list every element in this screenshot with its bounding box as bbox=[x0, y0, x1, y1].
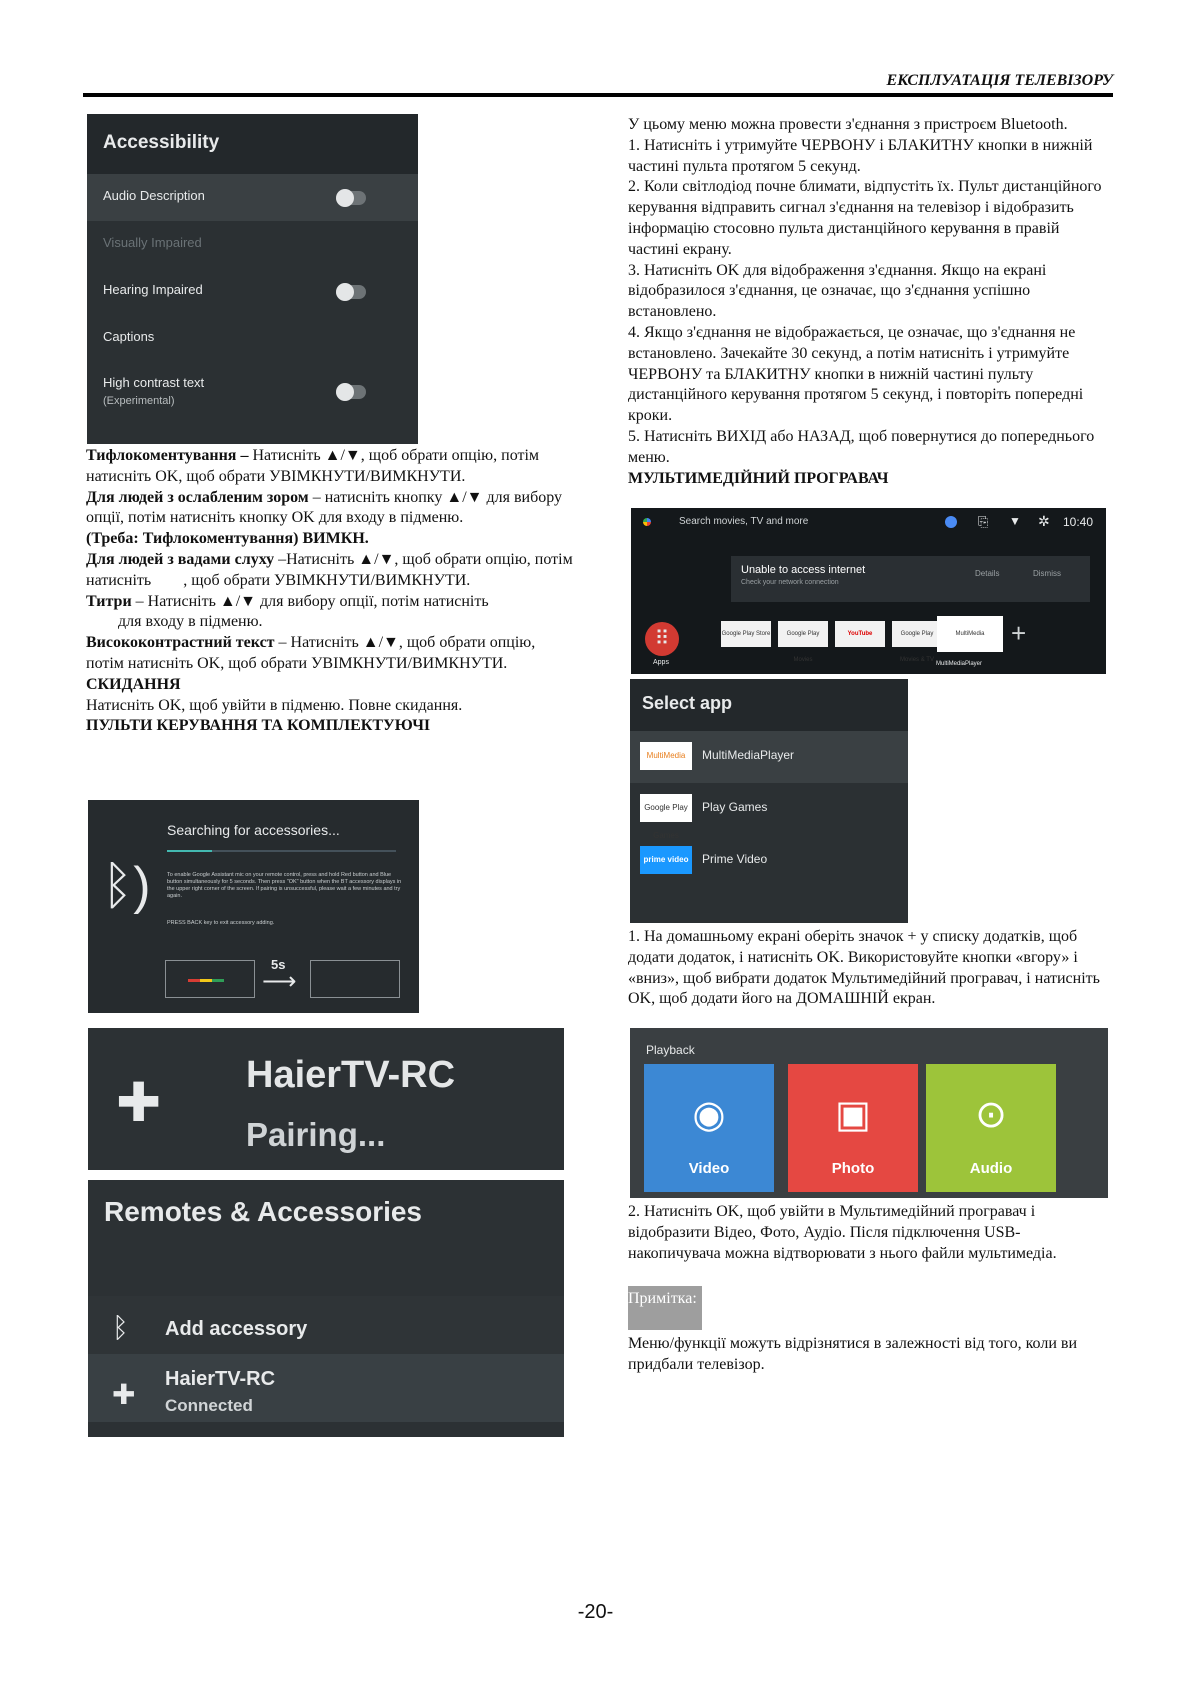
timer-label: 5s bbox=[271, 957, 286, 972]
gamepad-icon: ✚ bbox=[116, 1073, 162, 1133]
multimedia-label: MultiMediaPlayer bbox=[936, 661, 983, 667]
bluetooth-icon: ᛒ) bbox=[102, 857, 151, 915]
reset-text: Натисніть OK, щоб увійти в підменю. Повне скидання. bbox=[86, 696, 463, 714]
youtube-tile[interactable]: YouTube bbox=[835, 621, 885, 647]
bluetooth-icon: ᛒ bbox=[112, 1312, 129, 1343]
remote-name: HaierTV-RC bbox=[246, 1054, 456, 1096]
multimedia-player-item[interactable]: MultiMedia MultiMediaPlayer bbox=[630, 731, 908, 783]
input-source-icon[interactable]: ⎘ bbox=[978, 514, 989, 529]
note-text: Меню/функції можуть відрізнятися в залежності від того, коли ви придбали телевізор. bbox=[628, 1335, 1078, 1373]
remotes-accessories-screen bbox=[88, 1180, 564, 1437]
photo-tile[interactable]: ▣ Photo bbox=[788, 1064, 918, 1192]
gear-icon[interactable]: ✲ bbox=[1038, 513, 1050, 529]
play-store-tile[interactable]: Google Play Store bbox=[721, 621, 771, 647]
prime-video-item[interactable]: prime video Prime Video bbox=[630, 835, 908, 887]
remote-buttons-icon bbox=[188, 979, 224, 982]
info-icon[interactable] bbox=[945, 516, 957, 528]
notification-card[interactable]: Unable to access internet Check your network connection Details Dismiss bbox=[731, 556, 1090, 602]
visually-impaired-item[interactable]: Visually Impaired bbox=[103, 235, 202, 250]
accessibility-screen bbox=[87, 114, 418, 444]
video-icon: ◉ bbox=[692, 1094, 726, 1136]
page-header: ЕКСПЛУАТАЦІЯ ТЕЛЕВІЗОРУ bbox=[886, 72, 1113, 89]
select-app-screen bbox=[630, 679, 908, 923]
high-contrast-heading: Висококонтрастний текст bbox=[86, 634, 275, 652]
play-movies-tile[interactable]: Google Play Movies bbox=[778, 621, 828, 647]
high-contrast-item[interactable]: High contrast text (Experimental) bbox=[87, 362, 418, 422]
photo-icon: ▣ bbox=[835, 1094, 871, 1136]
captions-heading: Титри bbox=[86, 592, 132, 610]
captions-item[interactable]: Captions bbox=[103, 329, 155, 344]
select-app-title: Select app bbox=[630, 679, 908, 731]
remotes-title: Remotes & Accessories bbox=[104, 1196, 423, 1227]
google-assistant-icon bbox=[643, 518, 651, 526]
pairing-instructions: To enable Google Assistant mic on your remote control, press and hold Red button and Blue button simultaneously for 5 seconds. Then press "OK" button when the BT accessory displays in the upper right corner of the screen. If pairing is unsuccessful, please wait a few minutes and try again. bbox=[167, 872, 402, 899]
haier-remote-item[interactable]: ✚ HaierTV-RC Connected bbox=[88, 1354, 564, 1422]
audio-tile[interactable]: ⊙ Audio bbox=[926, 1064, 1056, 1192]
multimedia-tile[interactable]: MultiMedia bbox=[937, 616, 1003, 652]
reset-heading: СКИДАННЯ bbox=[86, 675, 181, 693]
left-text-column: Тифлокоментування – Натисніть ▲/▼, щоб обрати опцію, потім натисніть OK, щоб обрати УВІМКНУТИ/ВИМКНУТИ. Для людей з ослабленим зором – натисніть кнопку ▲/▼ для вибору опції, потім натисніть кнопку OK для входу в підменю. (Треба: Тифлокоментування) ВИМКН. Для людей з вадами слуху –Натисніть ▲/▼, щоб обрати опцію, потім натисніть , щоб обрати УВІМКНУТИ/ВИМКНУТИ. Титри – Натисніть ▲/▼ для вибору опції, потім натисніть для входу в підменю. Висококонтрастний текст – Натисніть ▲/▼, щоб обрати опцію, потім натисніть OK, щоб обрати УВІМКНУТИ/ВИМКНУТИ. СКИДАННЯ Натисніть OK, щоб увійти в підменю. Повне скидання. ПУЛЬТИ КЕРУВАННЯ ТА КОМПЛЕКТУЮЧІ bbox=[86, 446, 576, 737]
page-number: -20- bbox=[577, 1601, 614, 1623]
multimedia-heading: МУЛЬТИМЕДІЙНИЙ ПРОГРАВАЧ bbox=[628, 469, 889, 487]
search-hint[interactable]: Search movies, TV and more bbox=[679, 516, 809, 527]
gamepad-icon: ✚ bbox=[112, 1379, 136, 1410]
remote-ok-illustration bbox=[310, 960, 400, 998]
video-tile[interactable]: ◉ Video bbox=[644, 1064, 774, 1192]
search-progress-bar bbox=[167, 850, 396, 852]
details-button[interactable]: Details bbox=[975, 569, 1000, 578]
hearing-impaired-toggle[interactable] bbox=[336, 285, 366, 299]
header-rule bbox=[83, 93, 1113, 97]
pairing-status: Pairing... bbox=[246, 1116, 386, 1153]
add-accessory-item[interactable]: ᛒ Add accessory bbox=[88, 1296, 564, 1364]
visually-impaired-heading: Для людей з ослабленим зором bbox=[86, 488, 309, 506]
remotes-heading: ПУЛЬТИ КЕРУВАННЯ ТА КОМПЛЕКТУЮЧІ bbox=[86, 717, 431, 735]
hearing-impaired-heading: Для людей з вадами слуху bbox=[86, 550, 275, 568]
back-hint: PRESS BACK key to exit accessory adding. bbox=[167, 920, 275, 926]
movies-tv-tile[interactable]: Google Play Movies & TV bbox=[892, 621, 942, 647]
arrow-right-icon: ⟶ bbox=[262, 968, 297, 995]
home-screen bbox=[631, 508, 1106, 674]
accessibility-title: Accessibility bbox=[87, 114, 418, 174]
wifi-icon[interactable]: ▼ bbox=[1009, 514, 1021, 528]
note-label: Примітка: bbox=[628, 1286, 702, 1330]
play-games-item[interactable]: Google Play Games Play Games bbox=[630, 783, 908, 835]
dismiss-button[interactable]: Dismiss bbox=[1033, 569, 1061, 578]
high-contrast-toggle[interactable] bbox=[336, 385, 366, 399]
playback-title: Playback bbox=[646, 1043, 695, 1057]
clock: 10:40 bbox=[1063, 515, 1094, 529]
audio-description-toggle[interactable] bbox=[336, 191, 366, 205]
audio-description-item[interactable]: Audio Description bbox=[87, 174, 418, 221]
multimedia-step-1: 1. На домашньому екрані оберіть значок + у списку додатків, щоб додати додаток, і натисніть OK. Використовуйте кнопки «вгору» і «вниз», щоб вибрати додаток Мультимедійний програвач, і натисніть OK, щоб додати його на ДОМАШНІЙ екран. bbox=[628, 928, 1100, 1008]
playback-screen bbox=[630, 1028, 1108, 1198]
hearing-impaired-item[interactable]: Hearing Impaired bbox=[87, 268, 418, 315]
audio-description-heading: Тифлокоментування – bbox=[86, 447, 249, 464]
pairing-screen bbox=[88, 1028, 564, 1170]
searching-accessories-screen bbox=[88, 800, 419, 1013]
searching-title: Searching for accessories... bbox=[167, 822, 340, 838]
multimedia-step-2: 2. Натисніть OK, щоб увійти в Мультимедійний програвач і відобразити Відео, Фото, Аудіо. Після підключення USB-накопичувача можна відтворювати з нього файли мультимедіа. bbox=[628, 1203, 1057, 1262]
bluetooth-instructions: У цьому меню можна провести з'єднання з пристроєм Bluetooth. 1. Натисніть і утримуйте ЧЕРВОНУ і БЛАКИТНУ кнопки в нижній частині пульта протягом 5 секунд. 2. Коли світлодіод почне блимати, відпустіть їх. Пульт дистанційного керування відправить сигнал з'єднання на телевізор і відобразить інформацію стосовно пульта дистанційного керування в правій частині екрану. 3. Натисніть OK для відображення з'єднання. Якщо на екрані відобразилося з'єднання, це означає, що з'єднання успішно встановлено. 4. Якщо з'єднання не відображається, це означає, що з'єднання не встановлено. Зачекайте 30 секунд, а потім натисніть і утримуйте ЧЕРВОНУ та БЛАКИТНУ кнопки в нижній частині пульту дистанційного керування протягом 5 секунд, і повторіть попередні кроки. 5. Натисніть ВИХІД або НАЗАД, щоб повернутися до попереднього меню. МУЛЬТИМЕДІЙНИЙ ПРОГРАВАЧ bbox=[628, 115, 1108, 489]
apps-grid-icon[interactable]: ⠿ bbox=[645, 622, 679, 656]
add-app-icon[interactable]: + bbox=[1011, 618, 1027, 648]
apps-label: Apps bbox=[653, 659, 669, 666]
audio-icon: ⊙ bbox=[975, 1094, 1007, 1136]
requirement-note: (Треба: Тифлокоментування) ВИМКН. bbox=[86, 530, 369, 548]
